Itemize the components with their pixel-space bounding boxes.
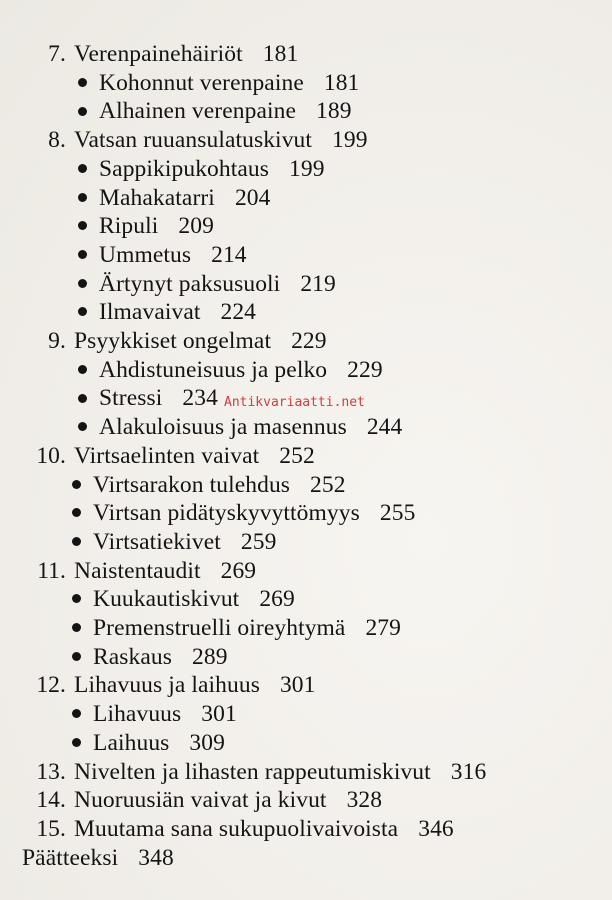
toc-subsection-entry (72, 614, 401, 642)
chapter-title: Lihavuus ja laihuus (74, 672, 260, 699)
plain-entry-title: Päätteeksi (22, 844, 119, 871)
page-number: 224 (220, 299, 257, 326)
toc-subsection-entry (72, 729, 225, 757)
chapter-number: 12. (36, 672, 66, 699)
chapter-title: Naistentaudit (74, 557, 201, 584)
toc-subsection-entry (78, 384, 218, 412)
subsection-title: Raskaus (93, 643, 173, 670)
toc-chapter-entry (24, 815, 454, 843)
toc-subsection-entry (78, 184, 271, 212)
bullet-icon (72, 537, 81, 546)
chapter-number: 10. (36, 442, 66, 469)
toc-chapter-entry (24, 671, 316, 699)
page-number: 199 (332, 127, 368, 154)
toc-subsection-entry (78, 212, 214, 240)
bullet-icon (72, 738, 81, 747)
subsection-title: Ummetus (99, 241, 192, 268)
bullet-icon (78, 307, 87, 316)
watermark-text: Antikvariaatti.net (224, 395, 365, 410)
bullet-icon (78, 78, 87, 87)
page-number: 199 (289, 155, 325, 182)
toc-subsection-entry (78, 241, 247, 269)
page-number: 214 (211, 241, 247, 268)
page-number: 259 (240, 528, 277, 555)
subsection-title: Kuukautiskivut (93, 586, 240, 613)
toc-subsection-entry (78, 69, 359, 97)
toc-subsection-entry (78, 356, 383, 384)
bullet-icon (72, 594, 81, 603)
subsection-title: Ripuli (99, 213, 159, 240)
page-number: 181 (323, 69, 360, 96)
toc-subsection-entry (78, 97, 352, 125)
subsection-title: Laihuus (93, 729, 170, 756)
page-number: 269 (220, 557, 257, 584)
subsection-title: Alakuloisuus ja masennus (99, 414, 347, 441)
page-number: 348 (138, 844, 174, 871)
page-number: 252 (310, 471, 346, 498)
page-number: 252 (279, 442, 315, 469)
chapter-number: 13. (36, 758, 66, 785)
subsection-title: Sappikipukohtaus (99, 155, 270, 182)
bullet-icon (72, 652, 81, 661)
chapter-title: Nivelten ja lihasten rappeutumiskivut (74, 758, 431, 785)
page-number: 269 (259, 586, 295, 613)
toc-chapter-entry (24, 126, 368, 154)
page-number: 229 (347, 356, 383, 383)
subsection-title: Premenstruelli oireyhtymä (93, 615, 346, 641)
bullet-icon (78, 422, 87, 431)
toc-subsection-entry (78, 155, 325, 183)
toc-subsection-entry (72, 528, 276, 556)
subsection-title: Kohonnut verenpaine (99, 69, 304, 96)
subsection-title: Lihavuus (93, 701, 182, 728)
page-number: 301 (279, 672, 316, 699)
page-number: 234 (182, 385, 218, 412)
subsection-title: Virtsatiekivet (93, 528, 221, 555)
toc-chapter-entry (24, 442, 315, 470)
page-number: 301 (201, 701, 237, 728)
toc-chapter-entry (24, 786, 382, 814)
toc-chapter-entry (24, 40, 298, 68)
chapter-title: Virtsaelinten vaivat (74, 442, 260, 469)
toc-subsection-entry (72, 585, 295, 613)
toc-subsection-entry (78, 298, 256, 326)
bullet-icon (78, 107, 87, 116)
page-number: 181 (262, 41, 299, 67)
chapter-title: Muutama sana sukupuolivaivoista (74, 815, 399, 842)
bullet-icon (78, 164, 87, 173)
page-number: 279 (365, 615, 402, 641)
bullet-icon (78, 394, 87, 403)
page-number: 209 (178, 213, 214, 240)
page-number: 289 (192, 643, 228, 670)
chapter-title: Nuoruusiän vaivat ja kivut (74, 787, 327, 814)
page-number: 244 (366, 414, 403, 441)
toc-subsection-entry (72, 499, 415, 527)
chapter-title: Psyykkiset ongelmat (74, 328, 272, 354)
toc-subsection-entry (72, 643, 228, 671)
toc-plain-entry (22, 844, 174, 872)
toc-chapter-entry (24, 557, 256, 585)
bullet-icon (72, 480, 81, 489)
bullet-icon (78, 279, 87, 288)
toc-subsection-entry (78, 413, 402, 441)
chapter-title: Vatsan ruuansulatuskivut (74, 127, 313, 154)
subsection-title: Ilmavaivat (99, 299, 201, 326)
bullet-icon (78, 250, 87, 259)
bullet-icon (72, 623, 81, 632)
subsection-title: Mahakatarri (99, 184, 215, 211)
toc-chapter-entry (24, 327, 327, 355)
subsection-title: Virtsarakon tulehdus (93, 471, 291, 498)
subsection-title: Virtsan pidätyskyvyttömyys (93, 500, 360, 527)
subsection-title: Alhainen verenpaine (99, 98, 296, 125)
page-number: 229 (291, 328, 327, 354)
chapter-number: 11. (37, 557, 66, 584)
toc-subsection-entry (72, 700, 237, 728)
chapter-number: 14. (36, 787, 66, 814)
page-number: 316 (450, 758, 487, 785)
bullet-icon (78, 193, 87, 202)
chapter-title: Verenpainehäiriöt (74, 41, 243, 67)
bullet-icon (72, 709, 81, 718)
subsection-title: Ahdistuneisuus ja pelko (99, 356, 328, 383)
page-number: 328 (346, 787, 383, 814)
subsection-title: Stressi (99, 385, 163, 412)
chapter-number: 15. (36, 815, 66, 842)
chapter-number: 9. (48, 328, 66, 354)
bullet-icon (72, 508, 81, 517)
bullet-icon (78, 365, 87, 374)
chapter-number: 8. (48, 127, 66, 154)
subsection-title: Ärtynyt paksusuoli (99, 270, 281, 297)
page-number: 309 (189, 729, 225, 756)
page-number: 255 (379, 500, 416, 527)
chapter-number: 7. (48, 41, 66, 67)
page-number: 189 (316, 98, 352, 125)
bullet-icon (78, 221, 87, 230)
page-number: 219 (300, 270, 336, 297)
page-number: 346 (418, 815, 454, 842)
toc-subsection-entry (72, 471, 346, 499)
page-number: 204 (234, 184, 271, 211)
toc-chapter-entry (24, 758, 486, 786)
toc-subsection-entry (78, 270, 336, 298)
